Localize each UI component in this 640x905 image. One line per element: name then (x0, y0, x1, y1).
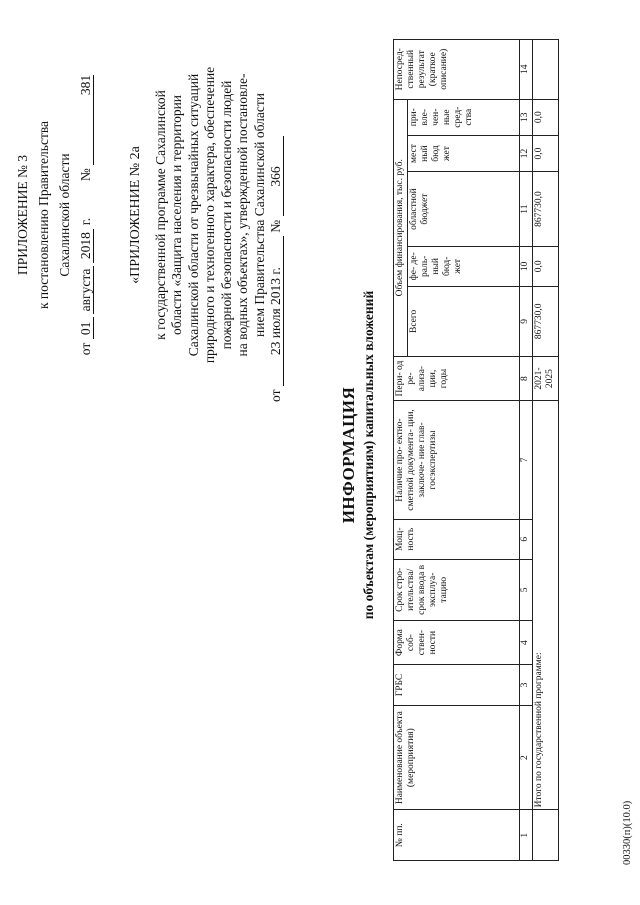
header-other: при- вле- чен- ные сред- ства (408, 99, 520, 135)
total-row-other: 0,0 (533, 99, 559, 135)
number-field: 381 (79, 75, 94, 165)
header-federal: фе- де- раль- ный бюд- жет (408, 247, 520, 287)
column-number: 11 (520, 172, 533, 247)
column-number-row (520, 40, 533, 861)
appendix-3-block (12, 25, 96, 405)
header-term: Срок стро- ительства/ срок ввода в эксплуа- тацию (394, 559, 520, 621)
capital-investment-table (393, 39, 559, 861)
number-field: 366 (269, 137, 284, 217)
header-grbs: ГРБС (394, 665, 520, 706)
date-field: 23 июля 2013 г. (269, 236, 284, 386)
appendix-2a-title: «ПРИЛОЖЕНИЕ № 2а (128, 146, 143, 284)
year-suffix: г. (78, 217, 93, 226)
appendix-3-to: к постановлению Правительства (36, 120, 51, 310)
total-row-blank (533, 810, 559, 861)
header-name: Наименование объекта (мероприятия) (394, 705, 520, 810)
appendix-2a-line: пожарной безопасности и безопасности людей (218, 80, 234, 350)
column-number: 3 (520, 665, 533, 706)
header-design-docs: Наличие про- ектно-сметной документа- ции, заключе- ние глав- госэкспертизы (394, 401, 520, 520)
header-capacity: Мощ- ность (394, 519, 520, 559)
appendix-2a-line: Сахалинской области от чрезвычайных ситуаций (185, 73, 201, 357)
header-total: Всего (408, 286, 520, 356)
column-number: 2 (520, 705, 533, 810)
column-number: 12 (520, 135, 533, 171)
month-field: августа (79, 266, 94, 314)
column-number: 13 (520, 99, 533, 135)
appendix-2a-line: нием Правительства Сахалинской области (251, 93, 267, 337)
number-label: № (78, 168, 93, 182)
total-row-label: Итого по государственной программе: (533, 401, 559, 810)
appendix-2a-block (128, 20, 285, 410)
column-number: 5 (520, 559, 533, 621)
column-number: 7 (520, 401, 533, 520)
appendix-2a-line: к государственной программе Сахалинской (152, 90, 168, 340)
column-number: 10 (520, 247, 533, 287)
document-code: 00330(п)(10.0) (622, 800, 633, 865)
year-field: 2018 (79, 229, 94, 263)
table-header-row (394, 40, 408, 861)
appendix-3-region: Сахалинской области (57, 153, 72, 277)
total-row-local: 0,0 (533, 135, 559, 171)
day-field: 01 (79, 317, 94, 339)
heading-subtitle: по объектам (мероприятиям) капитальных вложений (361, 290, 376, 620)
total-row-federal: 0,0 (533, 247, 559, 287)
number-label: № (268, 219, 283, 233)
total-row-period: 2021-2025 (533, 357, 559, 401)
total-row (533, 40, 559, 861)
column-number: 14 (520, 40, 533, 100)
appendix-2a-line: области «Защита населения и территории (169, 94, 184, 336)
from-label: от (268, 389, 283, 402)
heading-title: ИНФОРМАЦИЯ (339, 386, 358, 524)
column-number: 8 (520, 357, 533, 401)
appendix-3-date-line (75, 25, 96, 405)
total-row-result (533, 40, 559, 100)
total-row-total: 867730,0 (533, 286, 559, 356)
column-number: 4 (520, 621, 533, 665)
header-no: № пп. (394, 810, 520, 861)
header-financing: Объем финансирования, тыс. руб. (394, 99, 408, 357)
column-number: 9 (520, 286, 533, 356)
total-row-regional: 867730,0 (533, 172, 559, 247)
header-regional: областной бюджет (408, 172, 520, 247)
header-result: Непосред- ственный результат (краткое описание) (394, 40, 520, 100)
appendix-2a-line: природного и техногенного характера, обеспечение (202, 66, 217, 364)
appendix-2a-date-line (268, 20, 285, 410)
header-ownership: Форма соб- ствен- ности (394, 621, 520, 665)
document-heading (338, 185, 378, 725)
header-local: мест ный бюд жет (408, 135, 520, 171)
header-period: Пери- од ре- ализа- ции, годы (394, 357, 520, 401)
appendix-2a-line: на водных объектах», утвержденной постановле- (235, 73, 250, 357)
column-number: 6 (520, 519, 533, 559)
column-number: 1 (520, 810, 533, 861)
from-label: от (78, 342, 93, 356)
appendix-3-title: ПРИЛОЖЕНИЕ № 3 (15, 154, 30, 276)
